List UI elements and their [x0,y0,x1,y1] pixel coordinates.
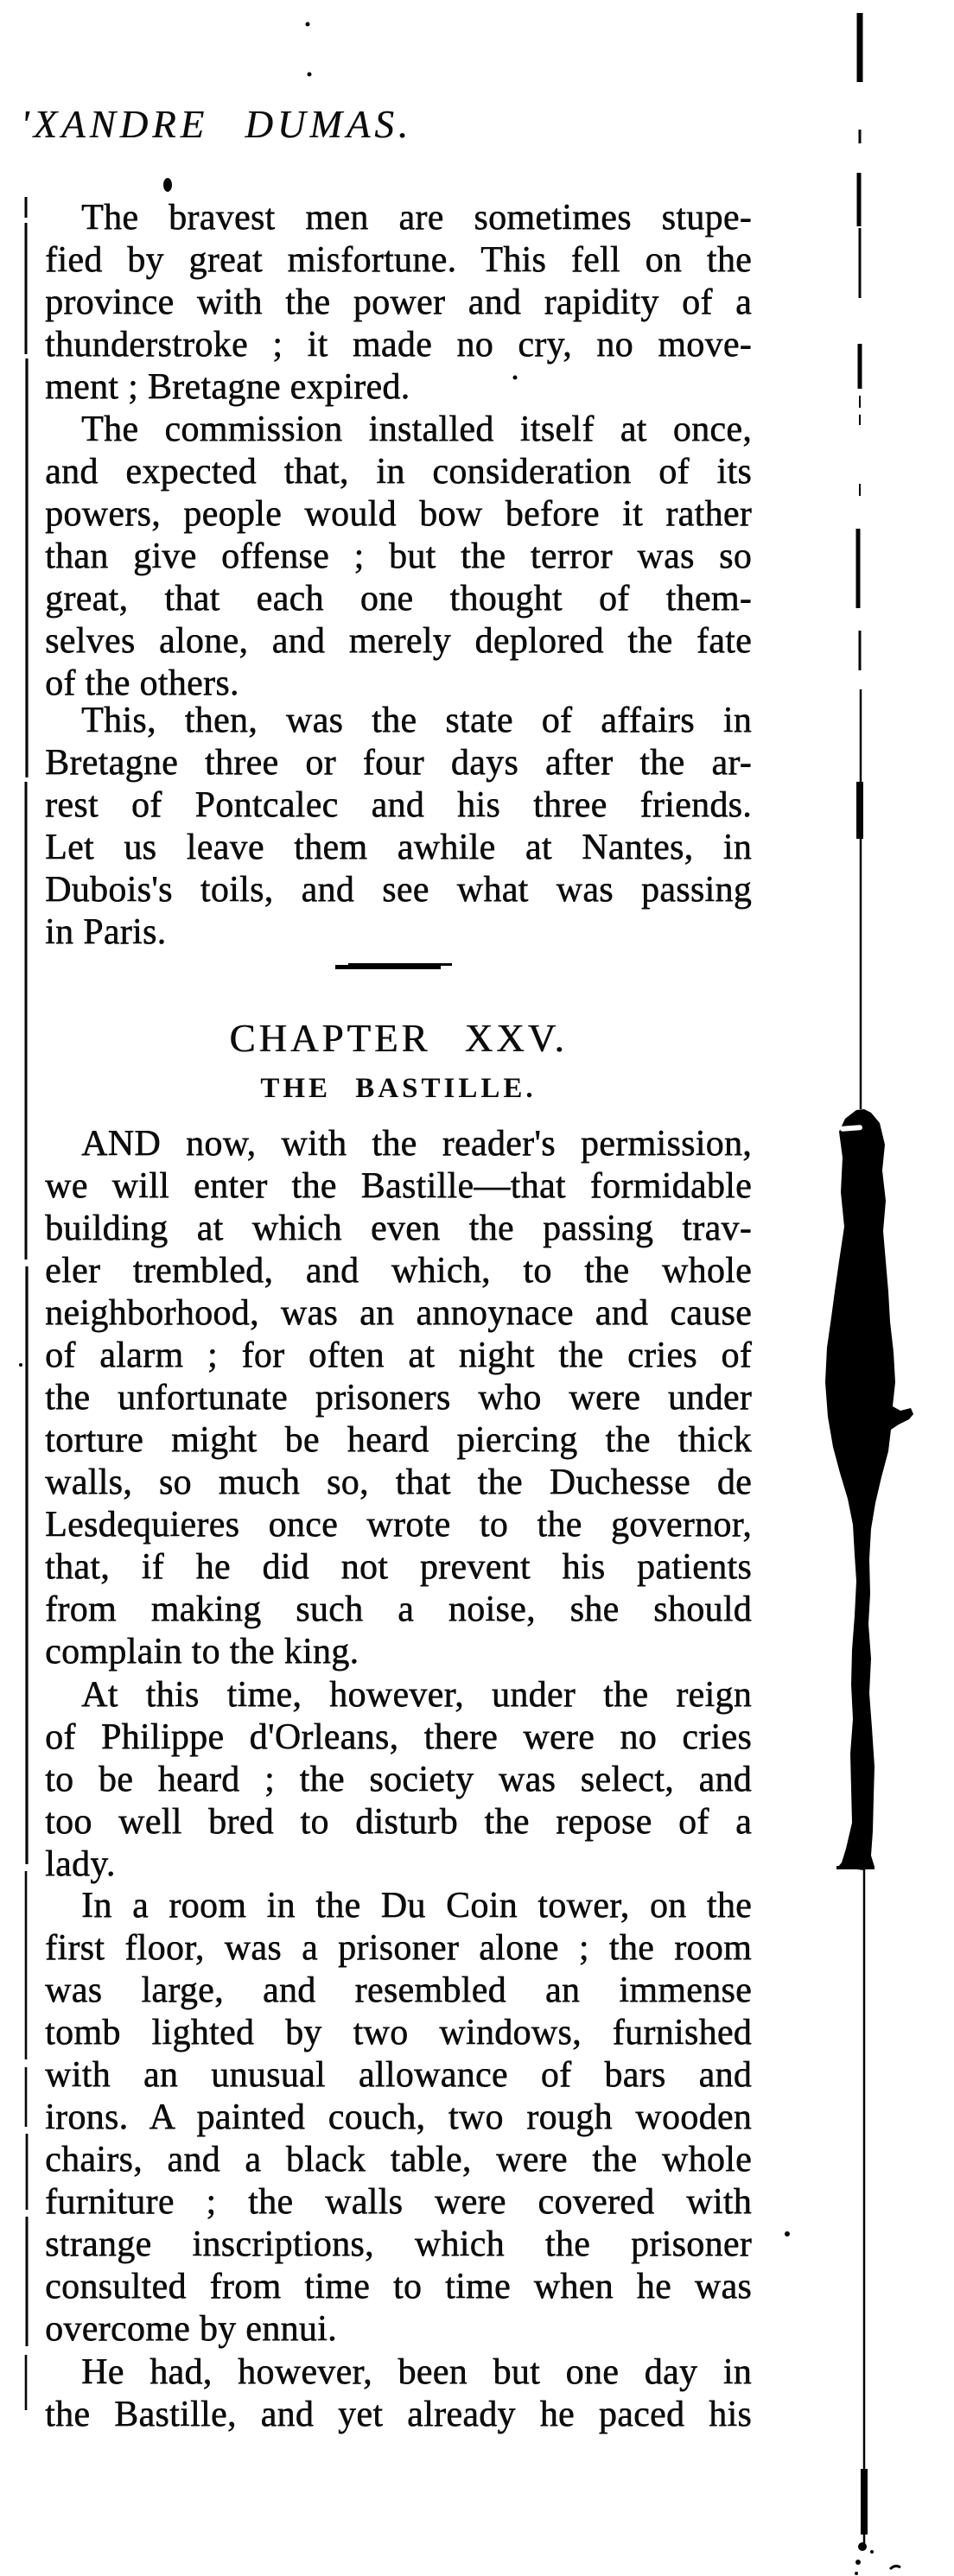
text-line: overcome by ennui. [45,2309,337,2349]
section-divider-rule [335,965,441,969]
text-line: that, if he did not prevent his patients [45,1547,752,1587]
text-line: we will enter the Bastille—that formidable [45,1166,752,1206]
text-line: than give offense ; but the terror was so [45,536,752,576]
paragraph [45,700,752,954]
text-line: In a room in the Du Coin tower, on the [81,1886,752,1926]
text-line: of the others. [45,663,239,703]
text-line: of Philippe d'Orleans, there were no cries [45,1717,752,1757]
text-line: with an unusual allowance of bars and [45,2055,752,2095]
right-line-blot [856,782,863,839]
text-line: thunderstroke ; it made no cry, no move- [45,325,752,365]
text-line: powers, people would bow before it rather [45,494,752,534]
text-line: lady. [45,1844,116,1884]
paragraph [45,1674,752,1886]
text-line: from making such a noise, she should [45,1589,752,1629]
text-line: At this time, however, under the reign [81,1675,752,1715]
text-line: too well bred to disturb the repose of a [45,1802,752,1842]
text-line: in Paris. [45,912,167,952]
text-line: the Bastille, and yet already he paced his [45,2395,752,2434]
text-line: to be heard ; the society was select, and [45,1760,752,1799]
text-line: the unfortunate prisoners who were under [45,1378,752,1418]
text-line: Lesdequieres once wrote to the governor, [45,1505,752,1545]
text-line: AND now, with the reader's permission, [81,1124,752,1164]
text-line: selves alone, and merely deplored the fate [45,621,752,661]
text-line: Let us leave them awhile at Nantes, in [45,828,752,867]
text-line: building at which even the passing trav- [45,1209,752,1248]
paragraph [45,409,752,705]
text-line: Bretagne three or four days after the ar- [45,743,752,783]
chapter-subheading: THE BASTILLE. [260,1073,537,1104]
text-line: of alarm ; for often at night the cries of [45,1336,752,1375]
text-line: fied by great misfortune. This fell on the [45,240,752,280]
text-line: furniture ; the walls were covered with [45,2182,752,2222]
left-margin-rule [26,197,27,2410]
text-line: eler trembled, and which, to the whole [45,1251,752,1291]
paragraph [45,2351,752,2436]
text-line: neighborhood, was an annoynace and cause [45,1293,752,1333]
text-line: consulted from time to time when he was [45,2267,752,2306]
text-line: complain to the king. [45,1632,359,1672]
text-line: great, that each one thought of them- [45,579,752,619]
running-header: 'XANDRE DUMAS. [21,103,413,146]
text-line: walls, so much so, that the Duchesse de [45,1462,752,1502]
paragraph [45,197,752,409]
text-line: rest of Pontcalec and his three friends. [45,785,752,825]
right-margin-line [858,13,864,2548]
text-line: strange inscriptions, which the prisoner [45,2224,752,2264]
text-line: ment ; Bretagne expired. [45,367,410,407]
text-line: tomb lighted by two windows, furnished [45,2013,752,2053]
right-line-blot [861,2469,868,2535]
ink-blob [825,1109,913,1870]
text-line: irons. A painted couch, two rough wooden [45,2097,752,2137]
text-line: and expected that, in consideration of its [45,452,752,492]
text-line: The bravest men are sometimes stupe- [81,198,752,238]
paragraph [45,1885,752,2351]
text-line: was large, and resembled an immense [45,1970,752,2010]
text-line: Dubois's toils, and see what was passing [45,870,752,910]
text-line: chairs, and a black table, were the whole [45,2140,752,2179]
text-line: He had, however, been but one day in [81,2352,752,2392]
text-line: province with the power and rapidity of a [45,282,752,322]
text-line: first floor, was a prisoner alone ; the room [45,1928,752,1968]
text-line: torture might be heard piercing the thick [45,1420,752,1460]
text-line: This, then, was the state of affairs in [81,701,752,740]
chapter-heading: CHAPTER XXV. [229,1017,568,1060]
text-line: The commission installed itself at once, [81,409,752,449]
paragraph [45,1123,752,1673]
